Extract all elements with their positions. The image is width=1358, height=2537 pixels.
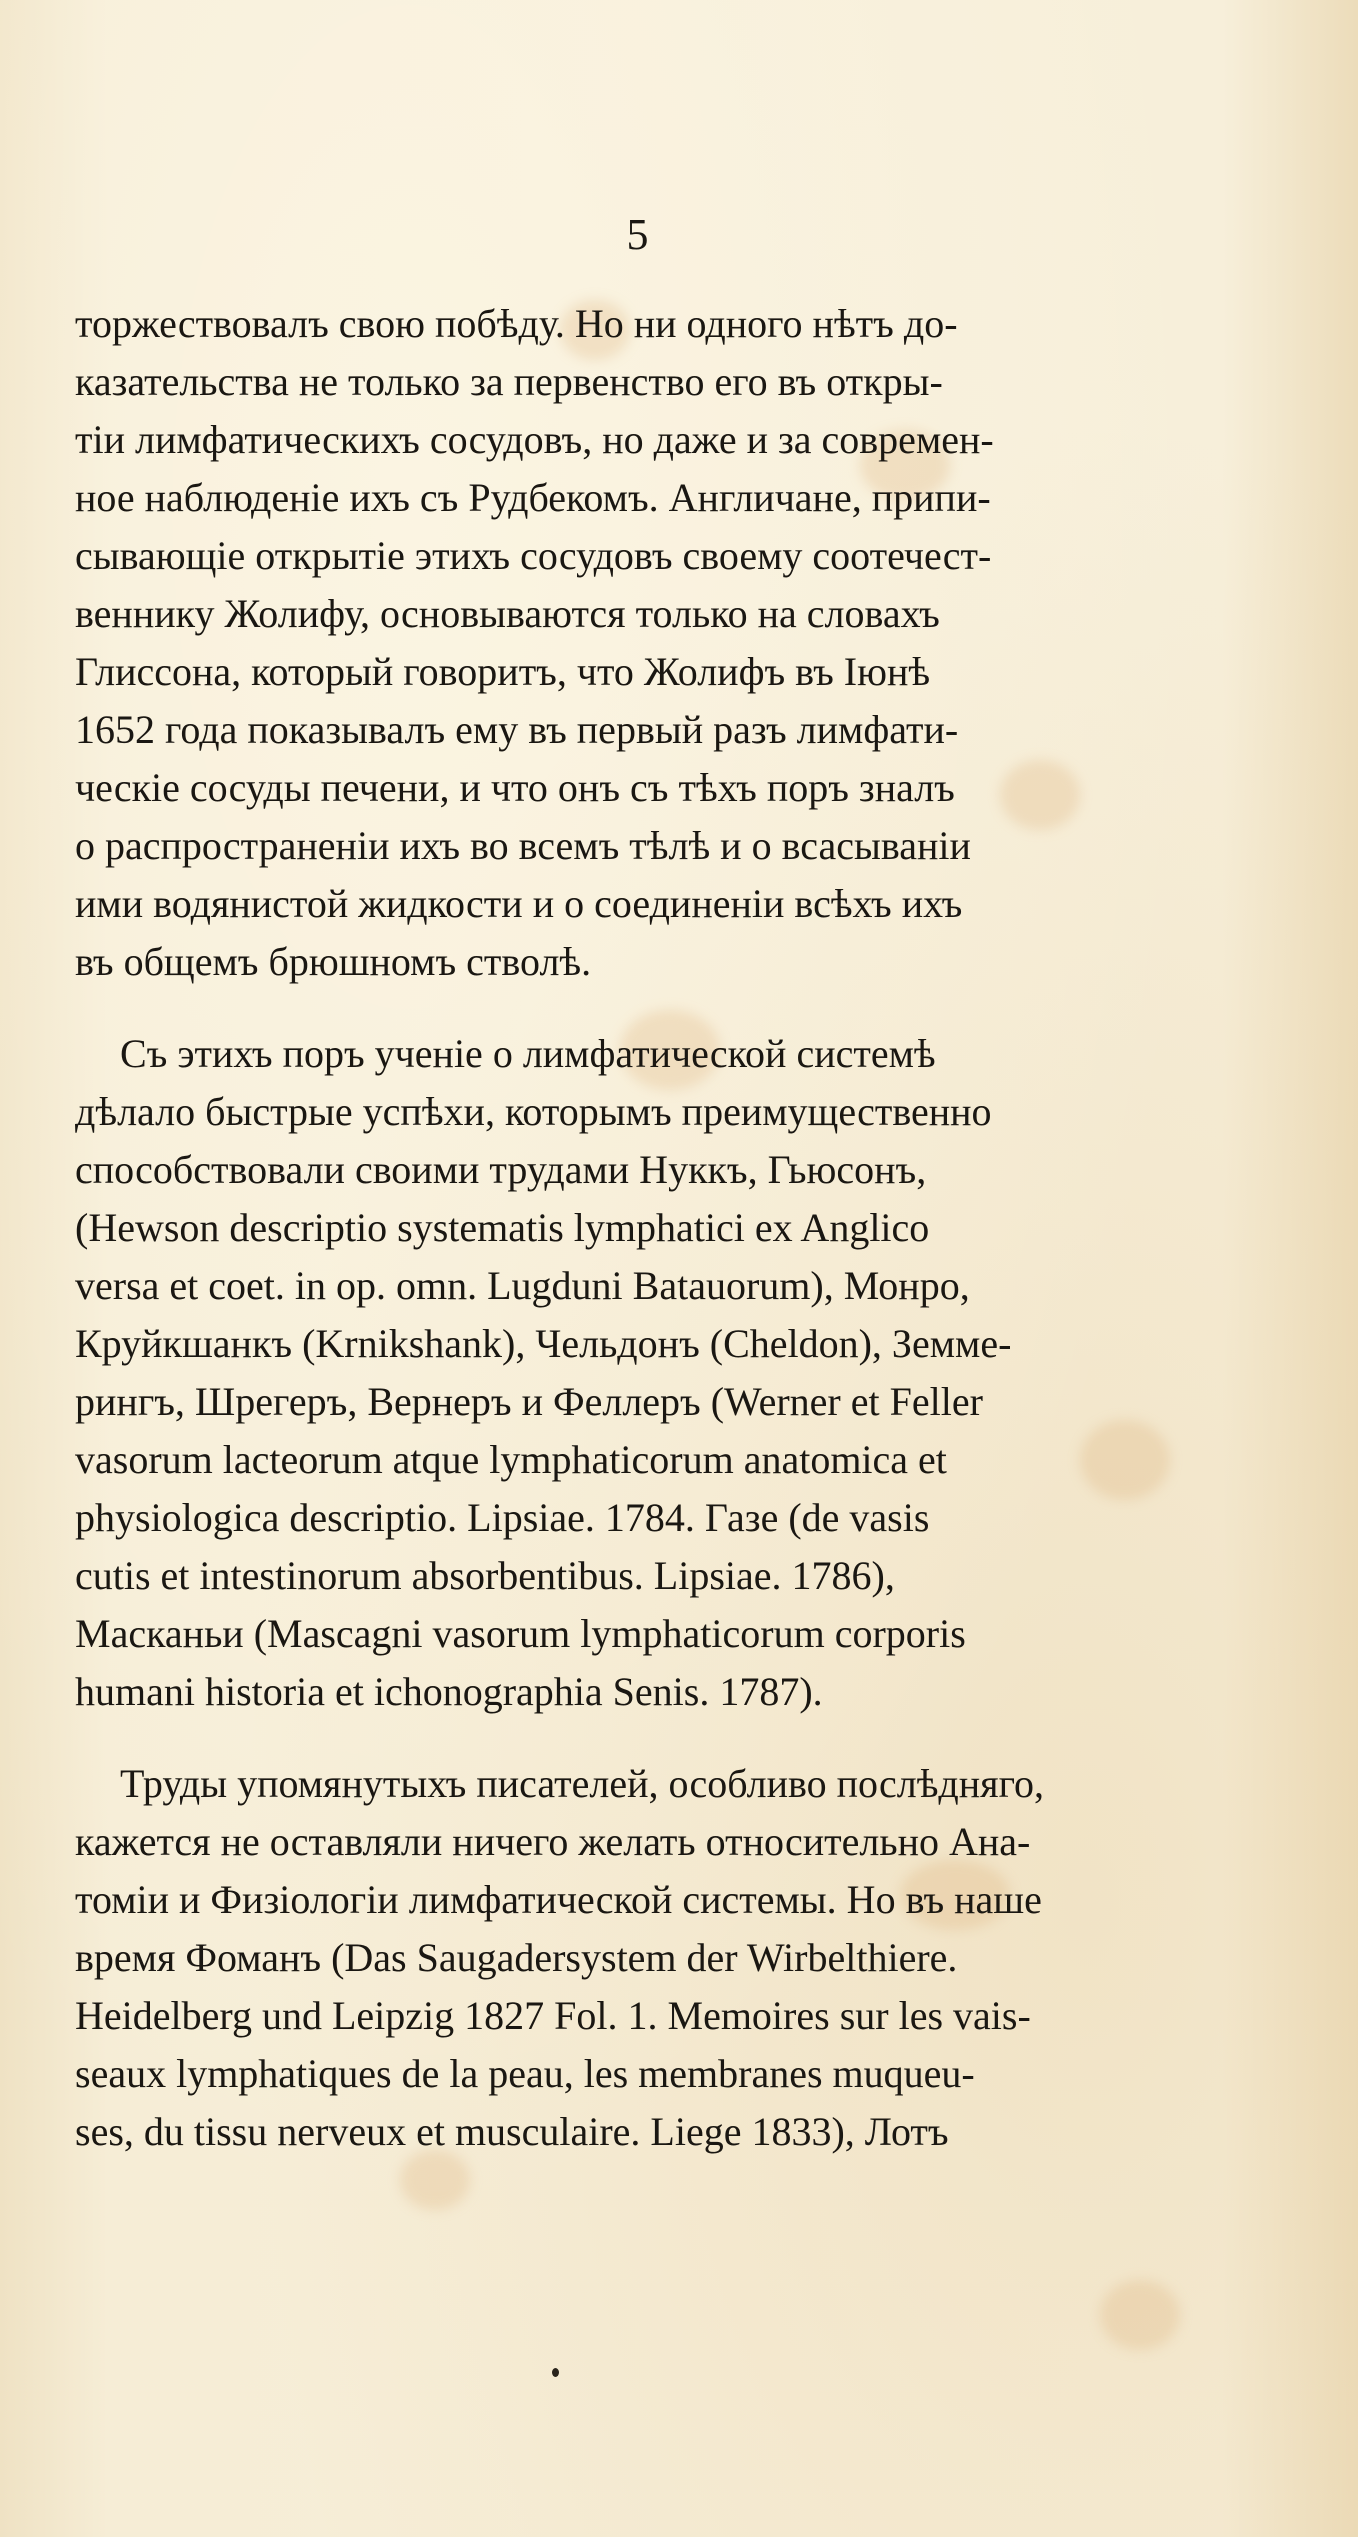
paragraph [75,295,1215,991]
text-line: vasorum lacteorum atque lymphaticorum anatomica et [75,1437,947,1482]
text-line: ческіе сосуды печени, и что онъ съ тѣхъ поръ зналъ [75,765,955,810]
text-line: Съ этихъ поръ ученіе о лимфатической системѣ [120,1031,936,1076]
text-line: Масканьи (Mascagni vasorum lymphaticorum corporis [75,1611,966,1656]
text-line: казательства не только за первенство его въ откры- [75,359,943,404]
text-line: ное наблюденіе ихъ съ Рудбекомъ. Англичане, припи- [75,475,991,520]
text-line: томіи и Физіологіи лимфатической системы. Но въ наше [75,1877,1042,1922]
text-line: Heidelberg und Leipzig 1827 Fol. 1. Memoires sur les vais- [75,1993,1031,2038]
text-line: способствовали своими трудами Нуккъ, Гьюсонъ, [75,1147,927,1192]
text-line: торжествовалъ свою побѣду. Но ни одного нѣтъ до- [75,301,958,346]
text-line: 1652 года показывалъ ему въ первый разъ лимфати- [75,707,959,752]
text-line: versa et coet. in op. omn. Lugduni Batauorum), Монро, [75,1263,970,1308]
text-line: кажется не оставляли ничего желать относительно Ана- [75,1819,1031,1864]
text-line: physiologica descriptio. Lipsiae. 1784. Газе (de vasis [75,1495,930,1540]
text-line: веннику Жолифу, основываются только на словахъ [75,591,940,636]
text-line: ими водянистой жидкости и о соединеніи всѣхъ ихъ [75,881,963,926]
paragraph [75,1755,1215,2161]
text-line: cutis et intestinorum absorbentibus. Lipsiae. 1786), [75,1553,895,1598]
page-number: 5 [626,210,649,259]
text-line: ses, du tissu nerveux et musculaire. Liege 1833), Лотъ [75,2109,949,2154]
text-line: въ общемъ брюшномъ стволѣ. [75,939,592,984]
ink-mark [552,2368,559,2377]
paper-stain [1100,2280,1180,2350]
text-line: (Hewson descriptio systematis lymphatici ex Anglico [75,1205,930,1250]
text-line: тіи лимфатическихъ сосудовъ, но даже и за современ- [75,417,994,462]
text-line: seaux lymphatiques de la peau, les membranes muqueu- [75,2051,975,2096]
text-line: сывающіе открытіе этихъ сосудовъ своему соотечест- [75,533,992,578]
text-line: рингъ, Шрегеръ, Вернеръ и Феллеръ (Werner et Feller [75,1379,983,1424]
body-text [75,295,1215,2161]
paragraph [75,1025,1215,1721]
text-line: Глиссона, который говоритъ, что Жолифъ въ Іюнѣ [75,649,931,694]
paragraph-gap [75,991,1215,1025]
text-line: дѣлало быстрые успѣхи, которымъ преимущественно [75,1089,992,1134]
text-line: humani historia et ichonographia Senis. 1787). [75,1669,823,1714]
text-line: Круйкшанкъ (Krnikshank), Чельдонъ (Cheldon), Земме- [75,1321,1012,1366]
text-line: Труды упомянутыхъ писателей, особливо послѣдняго, [120,1761,1044,1806]
text-line: о распространеніи ихъ во всемъ тѣлѣ и о всасываніи [75,823,971,868]
text-line: время Фоманъ (Das Saugadersystem der Wirbelthiere. [75,1935,958,1980]
paragraph-gap [75,1721,1215,1755]
